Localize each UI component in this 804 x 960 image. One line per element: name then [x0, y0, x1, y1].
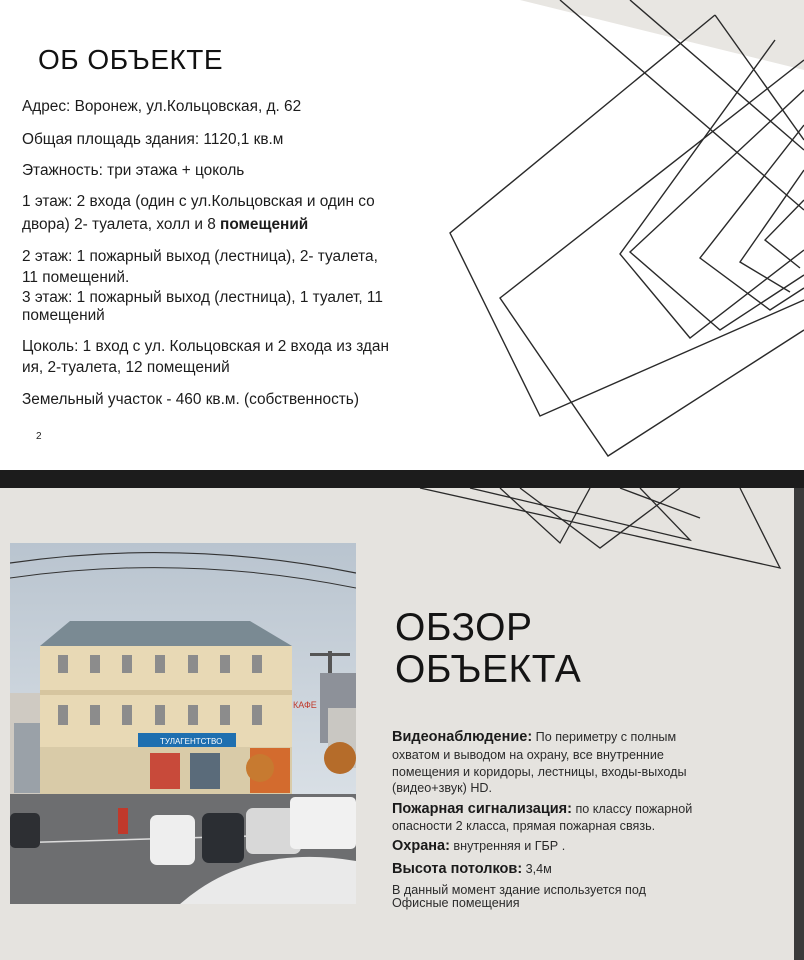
floor3-line-2: помещений — [22, 307, 105, 324]
land-line: Земельный участок - 460 кв.м. (собственность) — [22, 391, 359, 408]
photo-cafe-text: КАФЕ — [293, 700, 317, 710]
security-text: внутренняя и ГБР . — [453, 839, 566, 853]
ceiling-line — [392, 861, 552, 877]
security-line — [392, 838, 565, 854]
right-edge-strip — [794, 488, 804, 960]
floor1-line-1: 1 этаж: 2 входа (один с ул.Кольцовская и один со — [22, 193, 375, 210]
floor2-line-1: 2 этаж: 1 пожарный выход (лестница), 2- туалета, — [22, 248, 378, 265]
fire-line-1 — [392, 801, 692, 817]
building-illustration — [10, 543, 356, 904]
address-line: Адрес: Воронеж, ул.Кольцовская, д. 62 — [22, 98, 302, 115]
usage-line-1: В данный момент здание используется под — [392, 883, 646, 897]
security-label: Охрана: — [392, 838, 450, 854]
floor1-rooms-bold: помещений — [220, 216, 309, 233]
floor1-line-2 — [22, 215, 308, 234]
floors-line: Этажность: три этажа + цоколь — [22, 162, 245, 179]
floor3-line-1: 3 этаж: 1 пожарный выход (лестница), 1 туалет, 11 — [22, 289, 383, 306]
usage-line-2: Офисные помещения — [392, 896, 520, 910]
fire-line-2: опасности 2 класса, прямая пожарная связь. — [392, 819, 656, 833]
basement-line-1: Цоколь: 1 вход с ул. Кольцовская и 2 входа из здан — [22, 338, 389, 355]
ceiling-label: Высота потолков: — [392, 861, 523, 877]
slide-divider — [0, 470, 804, 488]
video-label: Видеонаблюдение: — [392, 729, 533, 745]
video-text-1: По периметру с полным — [535, 730, 677, 744]
slide-about-object — [0, 0, 804, 470]
ceiling-text: 3,4м — [525, 862, 552, 876]
video-line-4: (видео+звук) HD. — [392, 781, 493, 795]
page-title: ОБ ОБЪЕКТЕ — [38, 44, 224, 75]
video-line-2: охватом и выводом на охрану, все внутренние — [392, 748, 664, 762]
photo-sign-text: ТУЛАГЕНТСТВО — [160, 737, 223, 746]
fire-label: Пожарная сигнализация: — [392, 801, 572, 817]
building-photo — [10, 543, 356, 904]
video-line-3: помещения и коридоры, лестницы, входы-выходы — [392, 765, 687, 779]
fire-text-1: по классу пожарной — [575, 802, 693, 816]
basement-line-2: ия, 2-туалета, 12 помещений — [22, 359, 230, 376]
floor2-line-2: 11 помещений. — [22, 269, 130, 286]
overview-title-line2: ОБЪЕКТА — [395, 648, 582, 691]
page-number: 2 — [36, 431, 42, 442]
overview-title-line1: ОБЗОР — [395, 606, 533, 649]
area-line: Общая площадь здания: 1120,1 кв.м — [22, 131, 284, 148]
floor1-line-2-text: двора) 2- туалета, холл и 8 — [22, 216, 216, 233]
video-line-1 — [392, 729, 676, 745]
